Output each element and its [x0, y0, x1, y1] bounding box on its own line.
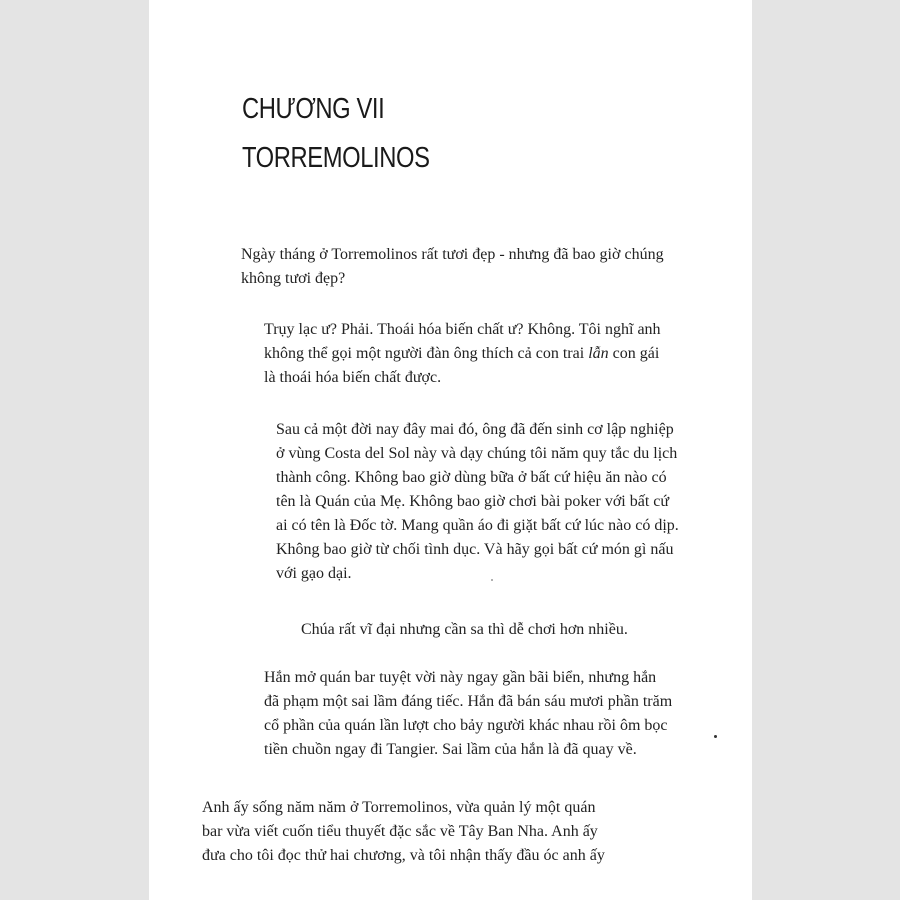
text-line: Hắn mở quán bar tuyệt vời này ngay gần bãi biển, nhưng hắn — [264, 669, 657, 686]
text-line: không tươi đẹp? — [241, 270, 346, 287]
ink-speck — [714, 735, 717, 738]
text-line: Trụy lạc ư? Phải. Thoái hóa biến chất ư? Không. Tôi nghĩ anh — [264, 321, 661, 338]
book-page — [149, 0, 752, 900]
text-line: ai có tên là Đốc tờ. Mang quần áo đi giặt bất cứ lúc nào có dịp. — [276, 517, 679, 534]
text-line: là thoái hóa biến chất được. — [264, 369, 442, 386]
paragraph-4 — [301, 618, 628, 642]
text-line: tiền chuồn ngay đi Tangier. Sai lầm của hắn là đã quay về. — [264, 741, 637, 758]
text-line: tên là Quán của Mẹ. Không bao giờ chơi bài poker với bất cứ — [276, 493, 670, 510]
text-line: Chúa rất vĩ đại nhưng cần sa thì dễ chơi hơn nhiều. — [301, 621, 628, 638]
text-line: Sau cả một đời nay đây mai đó, ông đã đến sinh cơ lập nghiệp — [276, 421, 674, 438]
paragraph-3 — [276, 418, 679, 586]
text-line: đã phạm một sai lầm đáng tiếc. Hắn đã bán sáu mươi phần trăm — [264, 693, 673, 710]
text-line — [264, 342, 661, 366]
paragraph-6 — [202, 796, 605, 868]
text-line: cổ phần của quán lần lượt cho bảy người khác nhau rồi ôm bọc — [264, 717, 668, 734]
paragraph-1 — [241, 243, 664, 291]
text-line: ở vùng Costa del Sol này và dạy chúng tôi năm quy tắc du lịch — [276, 445, 678, 462]
chapter-number: CHƯƠNG VII — [242, 93, 385, 125]
paragraph-5 — [264, 666, 672, 762]
text-line: Anh ấy sống năm năm ở Torremolinos, vừa quản lý một quán — [202, 799, 596, 816]
text-run: con gái — [608, 345, 660, 362]
text-line: Ngày tháng ở Torremolinos rất tươi đẹp - nhưng đã bao giờ chúng — [241, 246, 664, 263]
ink-speck — [491, 579, 493, 581]
text-line: bar vừa viết cuốn tiểu thuyết đặc sắc về Tây Ban Nha. Anh ấy — [202, 823, 598, 840]
emphasis-word: lẫn — [588, 345, 609, 362]
text-line: Không bao giờ từ chối tình dục. Và hãy gọi bất cứ món gì nấu — [276, 541, 674, 558]
text-line: đưa cho tôi đọc thử hai chương, và tôi nhận thấy đầu óc anh ấy — [202, 847, 605, 864]
text-line: thành công. Không bao giờ dùng bữa ở bất cứ hiệu ăn nào có — [276, 469, 667, 486]
paragraph-2 — [264, 318, 661, 390]
text-line: với gạo dại. — [276, 565, 352, 582]
text-run: không thể gọi một người đàn ông thích cả con trai — [264, 345, 589, 362]
chapter-title: TORREMOLINOS — [242, 142, 430, 174]
